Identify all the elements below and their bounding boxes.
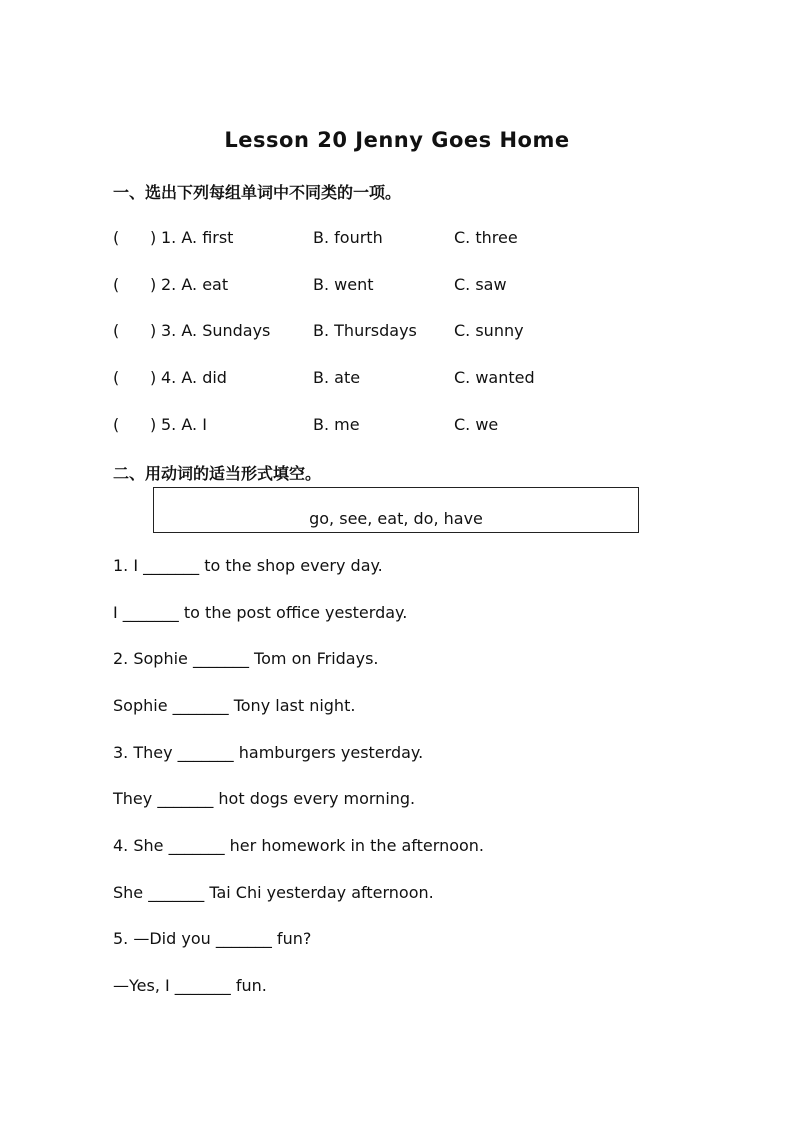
- section-1-heading: 一、选出下列每组单词中不同类的一项。: [113, 183, 402, 202]
- fill-blank-sentence-1b: I _______ to the post office yesterday.: [113, 603, 408, 622]
- fill-blank-sentence-4a: 4. She _______ her homework in the afternoon.: [113, 836, 485, 855]
- fill-blank-sentence-2a: 2. Sophie _______ Tom on Fridays.: [113, 649, 379, 668]
- option-a: 3. A. Sundays: [161, 321, 271, 340]
- word-bank-text: go, see, eat, do, have: [309, 509, 483, 528]
- choice-question-3: [113, 321, 673, 345]
- option-c: C. sunny: [454, 321, 524, 340]
- option-a: 2. A. eat: [161, 275, 229, 294]
- choice-question-5: [113, 415, 673, 439]
- option-a: 1. A. first: [161, 228, 234, 247]
- option-b: B. me: [313, 415, 360, 434]
- option-c: C. saw: [454, 275, 507, 294]
- section-2-heading: 二、用动词的适当形式填空。: [113, 464, 322, 483]
- option-b: B. fourth: [313, 228, 383, 247]
- answer-paren-close: ): [150, 228, 157, 247]
- answer-paren-close: ): [150, 275, 157, 294]
- choice-question-4: [113, 368, 673, 392]
- answer-paren-open: (: [113, 415, 120, 434]
- fill-blank-sentence-3a: 3. They _______ hamburgers yesterday.: [113, 743, 424, 762]
- option-c: C. three: [454, 228, 518, 247]
- option-c: C. wanted: [454, 368, 535, 387]
- fill-blank-sentence-5a: 5. —Did you _______ fun?: [113, 929, 312, 948]
- answer-paren-open: (: [113, 368, 120, 387]
- option-b: B. Thursdays: [313, 321, 417, 340]
- answer-paren-close: ): [150, 415, 157, 434]
- answer-paren-open: (: [113, 228, 120, 247]
- word-bank-box: [153, 487, 639, 533]
- option-a: 5. A. I: [161, 415, 207, 434]
- fill-blank-sentence-2b: Sophie _______ Tony last night.: [113, 696, 356, 715]
- choice-question-1: [113, 228, 673, 252]
- option-c: C. we: [454, 415, 499, 434]
- answer-paren-open: (: [113, 321, 120, 340]
- answer-paren-close: ): [150, 368, 157, 387]
- option-b: B. ate: [313, 368, 361, 387]
- fill-blank-sentence-4b: She _______ Tai Chi yesterday afternoon.: [113, 883, 434, 902]
- option-a: 4. A. did: [161, 368, 227, 387]
- answer-paren-close: ): [150, 321, 157, 340]
- fill-blank-sentence-3b: They _______ hot dogs every morning.: [113, 789, 416, 808]
- answer-paren-open: (: [113, 275, 120, 294]
- page-title: Lesson 20 Jenny Goes Home: [224, 128, 570, 152]
- fill-blank-sentence-5b: —Yes, I _______ fun.: [113, 976, 267, 995]
- choice-question-2: [113, 275, 673, 299]
- option-b: B. went: [313, 275, 374, 294]
- fill-blank-sentence-1a: 1. I _______ to the shop every day.: [113, 556, 383, 575]
